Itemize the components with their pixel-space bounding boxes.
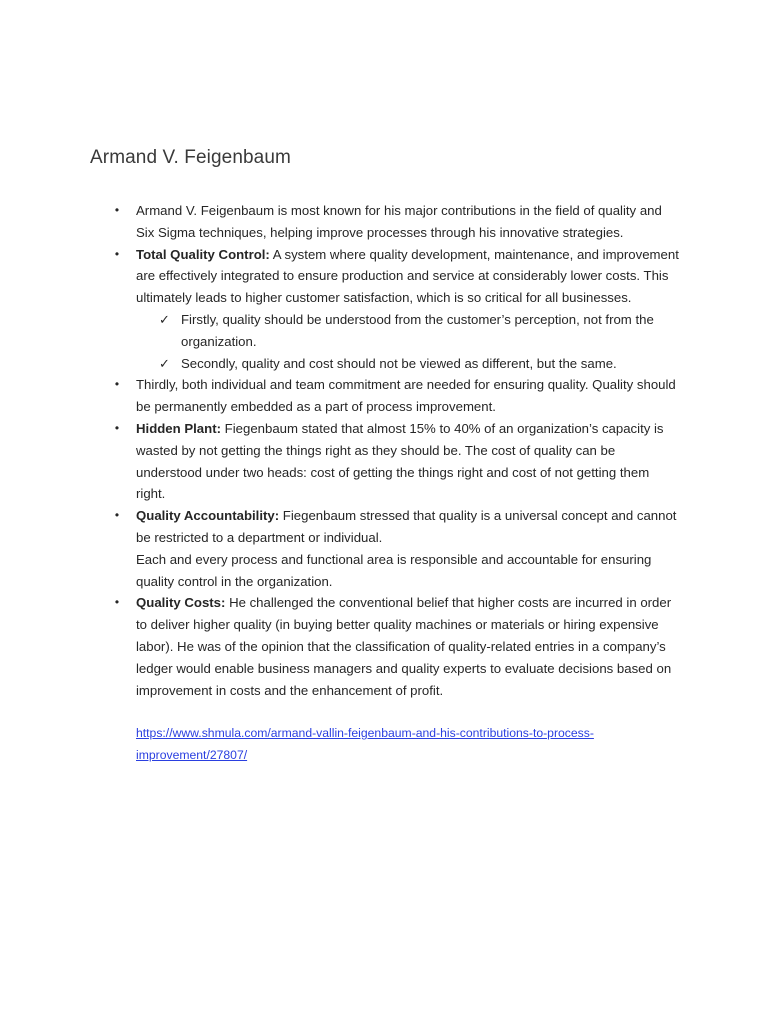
document-body [112, 200, 682, 767]
bullet-text: Thirdly, both individual and team commitment are needed for ensuring quality. Quality should be permanently embedded as a part of process improvement. [136, 377, 676, 415]
bullet-item [112, 505, 682, 549]
bullet-text: Armand V. Feigenbaum is most known for his major contributions in the field of quality and Six Sigma techniques, helping improve processes through his innovative strategies. [136, 203, 662, 240]
bullet-item [112, 374, 682, 418]
bullet-icon: • [114, 508, 120, 523]
check-text: Firstly, quality should be understood from the customer’s perception, not from the organization. [181, 311, 654, 349]
bullet-icon: • [114, 203, 120, 217]
reference-link[interactable]: https://www.shmula.com/armand-vallin-feigenbaum-and-his-contributions-to-process-improvement/27807/ [136, 726, 594, 762]
bullet-label: Total Quality Control: [136, 246, 270, 262]
bullet-label: Quality Accountability: [136, 508, 280, 524]
bullet-item [112, 244, 682, 309]
bullet-label: Hidden Plant: [136, 420, 221, 436]
bullet-item [112, 200, 682, 244]
bullet-icon: • [114, 246, 120, 261]
check-item [112, 309, 682, 353]
bullet-icon: • [114, 420, 120, 435]
bullet-label: Quality Costs: [136, 595, 226, 611]
bullet-text: Fiegenbaum stated that almost 15% to 40% of an organization’s capacity is wasted by not getting the things right as they should be. The cost of quality can be understood under two heads: cost of getting the things right and cost of not getting them right. [136, 420, 664, 502]
bullet-item [112, 592, 682, 701]
bullet-item [112, 418, 682, 505]
check-text: Secondly, quality and cost should not be viewed as different, but the same. [181, 355, 617, 371]
checkmark-icon: ✓ [159, 311, 170, 327]
bullet-text: He challenged the conventional belief that higher costs are incurred in order to deliver higher quality (in buying better quality machines or materials or hiring expensive labor). He was of the opinion that the classification of quality-related entries in a company’s ledger would enable business managers and quality experts to evaluate decisions based on improvement in costs and the enhancement of profit. [136, 595, 672, 698]
reference-link-block [112, 723, 682, 767]
bullet-icon: • [114, 377, 120, 392]
bullet-text: Fiegenbaum stressed that quality is a universal concept and cannot be restricted to a department or individual. [136, 508, 677, 545]
checkmark-icon: ✓ [159, 355, 170, 371]
bullet-icon: • [114, 595, 120, 610]
check-item [112, 353, 682, 375]
page-title: Armand V. Feigenbaum [90, 147, 291, 168]
bullet-text: A system where quality development, maintenance, and improvement are effectively integrated to ensure production and service at considerably lower costs. This ultimately leads to higher customer satisfaction, which is so critical for all businesses. [136, 246, 679, 306]
bullet-continuation: Each and every process and functional area is responsible and accountable for ensuring quality control in the organization. [136, 551, 652, 589]
